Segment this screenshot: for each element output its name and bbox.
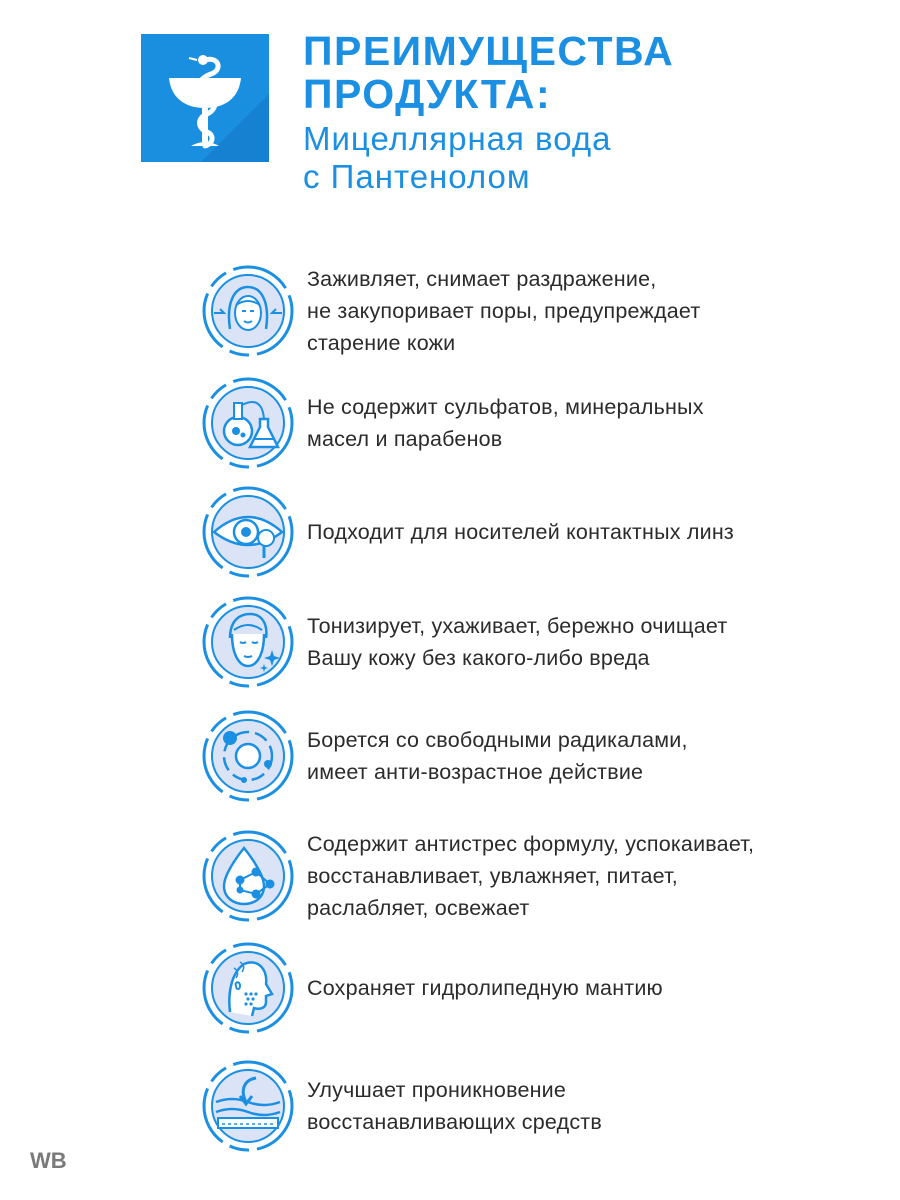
bowl-of-hygieia-icon	[141, 34, 269, 162]
lab-flasks-icon	[200, 375, 296, 471]
face-sparkle-icon	[200, 594, 296, 690]
benefit-item-7	[200, 940, 840, 1036]
pharmacy-logo	[141, 34, 269, 162]
benefit-text-5: Борется со свободными радикалами, имеет анти-возрастное действие	[307, 728, 688, 784]
profile-skin-icon	[200, 940, 296, 1036]
header-title-block	[303, 30, 674, 196]
free-radicals-icon	[200, 708, 296, 804]
benefit-text-4: Тонизирует, ухаживает, бережно очищает Вашу кожу без какого-либо вреда	[307, 614, 728, 670]
page-title-line-2: ПРОДУКТА:	[303, 71, 552, 117]
benefit-item-5	[200, 708, 840, 804]
benefit-item-8	[200, 1058, 840, 1154]
benefit-text-2: Не содержит сульфатов, минеральных масел и парабенов	[307, 395, 704, 451]
wb-watermark: WB	[30, 1148, 67, 1173]
benefit-text-6: Содержит антистрес формулу, успокаивает, восстанавливает, увлажняет, питает, раслабляет, освежает	[307, 832, 755, 920]
skin-layers-icon	[200, 1058, 296, 1154]
benefit-text-8: Улучшает проникновение восстанавливающих средств	[307, 1078, 602, 1134]
drop-molecule-icon	[200, 828, 296, 924]
benefit-text-3: Подходит для носителей контактных линз	[307, 520, 734, 544]
face-calm-icon	[200, 263, 296, 359]
benefit-item-3	[200, 484, 840, 580]
benefit-item-6	[200, 828, 840, 924]
eye-contact-lens-icon	[200, 484, 296, 580]
benefit-item-1	[200, 263, 840, 359]
benefit-text-1: Заживляет, снимает раздражение, не закупоривает поры, предупреждает старение кожи	[307, 267, 701, 355]
benefit-text-7: Сохраняет гидролипедную мантию	[307, 976, 663, 1000]
benefit-item-2	[200, 375, 840, 471]
product-name-line-2: с Пантенолом	[303, 158, 531, 195]
page-title-line-1: ПРЕИМУЩЕСТВА	[303, 28, 675, 74]
product-name-line-1: Мицеллярная вода	[303, 120, 612, 157]
benefit-item-4	[200, 594, 840, 690]
